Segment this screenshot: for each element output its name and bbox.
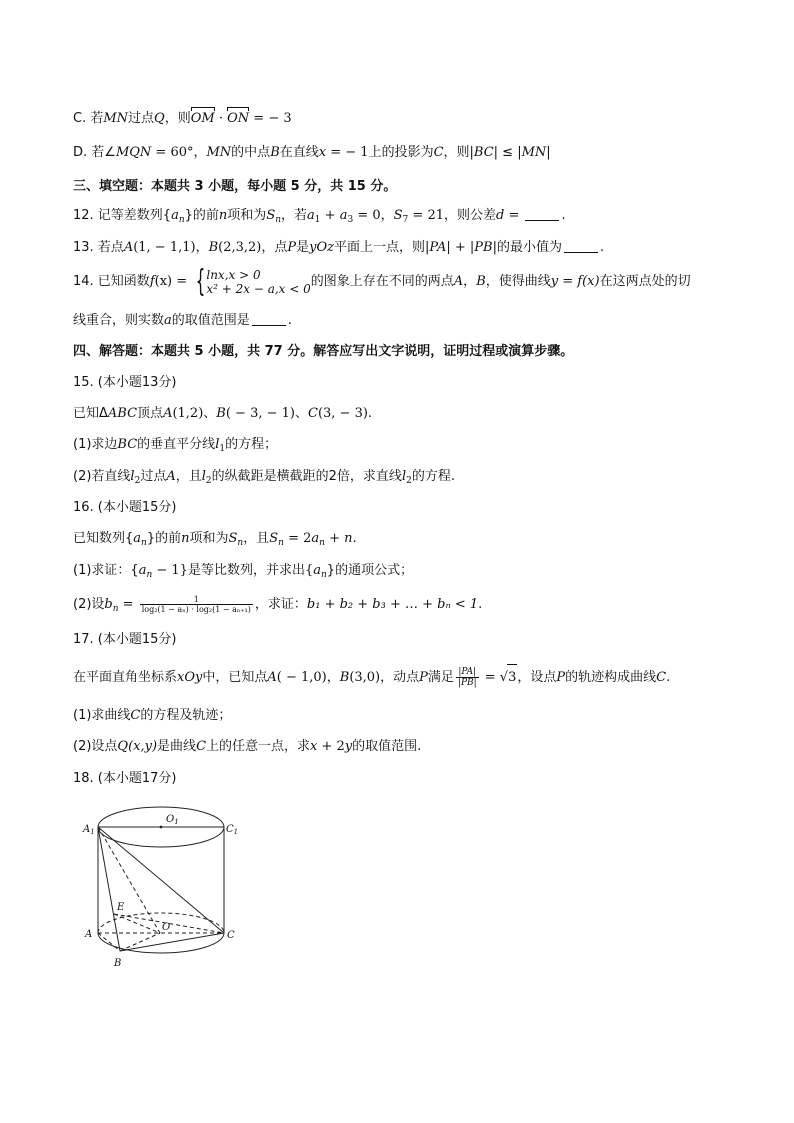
text: ， <box>463 274 477 289</box>
question-15-part-2 <box>73 468 455 490</box>
var: y <box>344 739 353 754</box>
text: 13. 若点 <box>73 240 124 255</box>
text: + 2 <box>317 739 345 754</box>
var: MQN <box>115 145 152 160</box>
var: n <box>218 208 228 223</box>
var: S <box>393 208 403 223</box>
text: . <box>478 597 483 612</box>
text: D. 若∠ <box>73 145 116 160</box>
var: a <box>307 208 315 223</box>
question-14-line-1 <box>73 263 691 299</box>
case-1: lnx,x > 0 <box>206 267 261 282</box>
text: 的方程； <box>225 437 278 452</box>
text: (3,0)，动点 <box>349 670 420 685</box>
text: 的垂直平分线 <box>137 437 216 452</box>
question-13 <box>73 239 604 257</box>
brace-glyph: { <box>196 263 206 299</box>
question-16-part-2 <box>73 592 482 622</box>
var: PA <box>429 240 447 255</box>
var: l <box>215 437 220 452</box>
text: 12. 记等差数列{ <box>73 208 172 223</box>
text: (1)求边 <box>73 437 118 452</box>
var: B <box>270 145 280 160</box>
section-heading-fill-blank: 三、填空题：本题共 3 小题，每小题 5 分，共 15 分。 <box>73 179 397 194</box>
var: a <box>138 563 147 578</box>
text: | <box>546 145 551 160</box>
answer-blank <box>252 313 286 326</box>
text: (1)求证：{ <box>73 563 139 578</box>
var: a <box>339 208 348 223</box>
question-17-part-1 <box>73 707 231 725</box>
var: l <box>401 469 407 484</box>
text: 的轨迹构成曲线 <box>565 670 657 685</box>
var: ABC <box>107 406 138 421</box>
text: 满足 <box>427 670 454 685</box>
var: f <box>577 274 583 289</box>
text: ，求证： <box>254 597 307 612</box>
var: l <box>130 469 135 484</box>
text: = <box>118 597 138 612</box>
text: . <box>561 208 566 223</box>
subscript: 1 <box>314 215 321 225</box>
var: S <box>269 531 279 546</box>
text: (1)求曲线 <box>73 708 131 723</box>
label-o: O <box>162 922 171 933</box>
var: n <box>344 531 353 546</box>
text: 上的投影为 <box>368 145 434 160</box>
var: a <box>133 531 142 546</box>
text: }的前 <box>146 531 182 546</box>
var: xOy <box>177 670 203 685</box>
var: x <box>310 739 318 754</box>
edge-b-c <box>120 933 224 951</box>
var: n <box>181 531 190 546</box>
var: B <box>208 240 219 255</box>
label-c1: $C_1$ <box>226 824 239 836</box>
var: A <box>163 406 173 421</box>
option-c <box>73 110 292 128</box>
var: S <box>228 531 238 546</box>
question-15-part-1 <box>73 436 277 458</box>
section-heading-answer: 四、解答题：本题共 5 小题，共 77 分。解答应写出文字说明，证明过程或演算步骤。 <box>73 344 574 359</box>
var: y <box>550 274 559 289</box>
text: = <box>504 208 524 223</box>
text: 的方程及轨迹； <box>140 708 232 723</box>
text: = 60°， <box>151 145 207 160</box>
text: |的最小值为 <box>492 240 562 255</box>
subscript: 2 <box>406 476 412 486</box>
text: 在平面直角坐标系 <box>73 670 178 685</box>
text: ，设点 <box>517 670 557 685</box>
sqrt-radicand: 3 <box>507 664 517 691</box>
fraction-numerator: 1 <box>193 595 199 604</box>
inequality: b₁ + b₂ + b₃ + … + bₙ < 1 <box>306 597 479 612</box>
subscript: n <box>275 215 282 225</box>
fraction-denominator: log₂(1 − aₙ) · log₂(1 − aₙ₊₁) <box>141 605 251 614</box>
point-o1 <box>160 826 163 829</box>
text: (x) = <box>154 274 192 289</box>
var: a <box>313 563 321 578</box>
var: l <box>201 469 206 484</box>
var: d <box>495 208 505 223</box>
var: B <box>216 406 226 421</box>
subscript: n <box>178 215 185 225</box>
text: 顶点 <box>137 406 164 421</box>
option-c-prefix: C. 若 <box>73 111 104 126</box>
subscript: n <box>321 570 327 580</box>
text: ，使得曲线 <box>485 274 551 289</box>
var: B <box>476 274 486 289</box>
text: = <box>558 274 578 289</box>
text: (2)设点 <box>73 739 118 754</box>
text: . <box>352 531 357 546</box>
text: (2,3,2)，点 <box>218 240 288 255</box>
text: = √ <box>480 670 509 685</box>
text: ，则 <box>164 111 191 126</box>
vector-on: ON <box>227 111 250 126</box>
text: 中，已知点 <box>202 670 268 685</box>
var: a <box>171 208 179 223</box>
question-15-title: 15. (本小题13分) <box>73 375 177 390</box>
text: 的图象上存在不同的两点 <box>310 274 454 289</box>
var: MN <box>206 145 232 160</box>
text: 的中点 <box>231 145 271 160</box>
text: (1, − 1,1)， <box>133 240 209 255</box>
var: P <box>556 670 566 685</box>
text: . <box>599 240 605 255</box>
text: (1,2)、 <box>172 406 217 421</box>
option-d <box>73 144 551 162</box>
var: C <box>656 670 667 685</box>
text: ( − 1,0)， <box>276 670 340 685</box>
cylinder-figure <box>80 806 255 971</box>
case-2: x² + 2x − a,x < 0 <box>206 281 311 296</box>
var: (x,y) <box>128 739 158 754</box>
text: = 21，则公差 <box>408 208 496 223</box>
text: 是曲线 <box>157 739 197 754</box>
text: 线重合，则实数 <box>73 313 165 328</box>
text: (2)设 <box>73 597 105 612</box>
question-16-title: 16. (本小题15分) <box>73 500 177 515</box>
text: 过点 <box>128 111 155 126</box>
edge-e-o <box>114 914 160 933</box>
text: 过点 <box>140 469 167 484</box>
var: P <box>287 240 297 255</box>
var-q: Q <box>154 111 165 126</box>
label-b: B <box>114 958 122 969</box>
text: = − 3 <box>249 111 292 126</box>
text: | + | <box>446 240 475 255</box>
subscript: 1 <box>219 444 226 454</box>
subscript: n <box>112 604 119 614</box>
var-mn: MN <box>103 111 129 126</box>
text: ，且 <box>175 469 202 484</box>
text: + <box>324 531 345 546</box>
var: PB <box>474 240 493 255</box>
text: 在这两点处的切 <box>599 274 691 289</box>
var: a <box>164 313 172 328</box>
text: = 0， <box>353 208 394 223</box>
var: S <box>266 208 276 223</box>
var: BC <box>473 145 494 160</box>
answer-blank <box>525 208 559 221</box>
var: b <box>104 597 113 612</box>
text: − 1}是等比数列，并求出{ <box>152 563 314 578</box>
subscript: 7 <box>402 215 409 225</box>
var: yOz <box>309 240 335 255</box>
text: ( − 3, − 1)、 <box>225 406 308 421</box>
text: 是 <box>296 240 310 255</box>
text: 项和为 <box>189 531 229 546</box>
fraction-numerator: |PA| <box>458 667 477 677</box>
text: 已知Δ <box>73 406 108 421</box>
text: 已知数列{ <box>73 531 134 546</box>
subscript: n <box>237 538 244 548</box>
fraction-denominator: |PB| <box>457 678 477 688</box>
question-16-stem <box>73 530 357 552</box>
text: = 2 <box>283 531 312 546</box>
fraction <box>456 667 479 688</box>
var: A <box>123 240 134 255</box>
text: 的方程. <box>411 469 455 484</box>
edge-a1-c <box>98 827 224 933</box>
dot-operator: · <box>214 111 228 126</box>
var: C <box>196 739 207 754</box>
var: Q <box>117 739 129 754</box>
fraction <box>140 595 253 614</box>
answer-blank <box>564 240 598 253</box>
label-o1: $O_1$ <box>166 814 179 826</box>
text: 14. 已知函数 <box>73 274 150 289</box>
var: A <box>453 274 464 289</box>
text: . <box>287 313 292 328</box>
var: B <box>339 670 350 685</box>
text: 项和为 <box>227 208 267 223</box>
question-16-part-1 <box>73 562 413 584</box>
subscript: 3 <box>347 215 354 225</box>
var: C <box>130 708 141 723</box>
text: ，若 <box>281 208 308 223</box>
subscript: n <box>146 570 153 580</box>
subscript: 2 <box>205 476 212 486</box>
question-17-stem <box>73 664 670 691</box>
var: A <box>267 670 277 685</box>
label-a: A <box>85 929 93 940</box>
text: (3, − 3). <box>317 406 373 421</box>
subscript: 2 <box>134 476 141 486</box>
var: (x) <box>582 274 600 289</box>
question-12 <box>73 207 566 229</box>
text: 平面上一点，则| <box>334 240 430 255</box>
text: + <box>320 208 340 223</box>
var: MN <box>521 145 547 160</box>
text: ，且 <box>243 531 270 546</box>
var: x <box>318 145 327 160</box>
label-e: E <box>117 902 125 913</box>
var: a <box>311 531 320 546</box>
piecewise-function <box>191 263 311 299</box>
label-c: C <box>227 930 235 941</box>
var: P <box>419 670 428 685</box>
text: = − 1 <box>326 145 369 160</box>
text: 的取值范围. <box>352 739 422 754</box>
text: }的前 <box>184 208 219 223</box>
text: | ≤ | <box>493 145 522 160</box>
label-a1: $A_1$ <box>83 824 95 836</box>
vector-om: OM <box>190 111 215 126</box>
text: 的纵截距是横截距的2倍，求直线 <box>211 469 402 484</box>
var: BC <box>117 437 138 452</box>
question-17-part-2 <box>73 738 421 756</box>
edge-a-b <box>98 933 120 951</box>
subscript: n <box>141 538 147 548</box>
text: }的通项公式； <box>326 563 414 578</box>
text: 在直线 <box>279 145 319 160</box>
var: A <box>166 469 176 484</box>
question-14-line-2 <box>73 312 292 330</box>
question-15-stem <box>73 405 372 423</box>
question-18-title: 18. (本小题17分) <box>73 771 177 786</box>
text: . <box>666 670 671 685</box>
edge-b-o <box>120 933 160 951</box>
question-17-title: 17. (本小题15分) <box>73 632 177 647</box>
var: C <box>433 145 444 160</box>
var: C <box>307 406 318 421</box>
subscript: n <box>278 538 284 548</box>
text: 的取值范围是 <box>171 313 250 328</box>
text: ，则| <box>443 145 474 160</box>
text: 上的任意一点，求 <box>206 739 311 754</box>
var: f <box>149 274 155 289</box>
subscript: n <box>319 538 325 548</box>
text: (2)若直线 <box>73 469 131 484</box>
